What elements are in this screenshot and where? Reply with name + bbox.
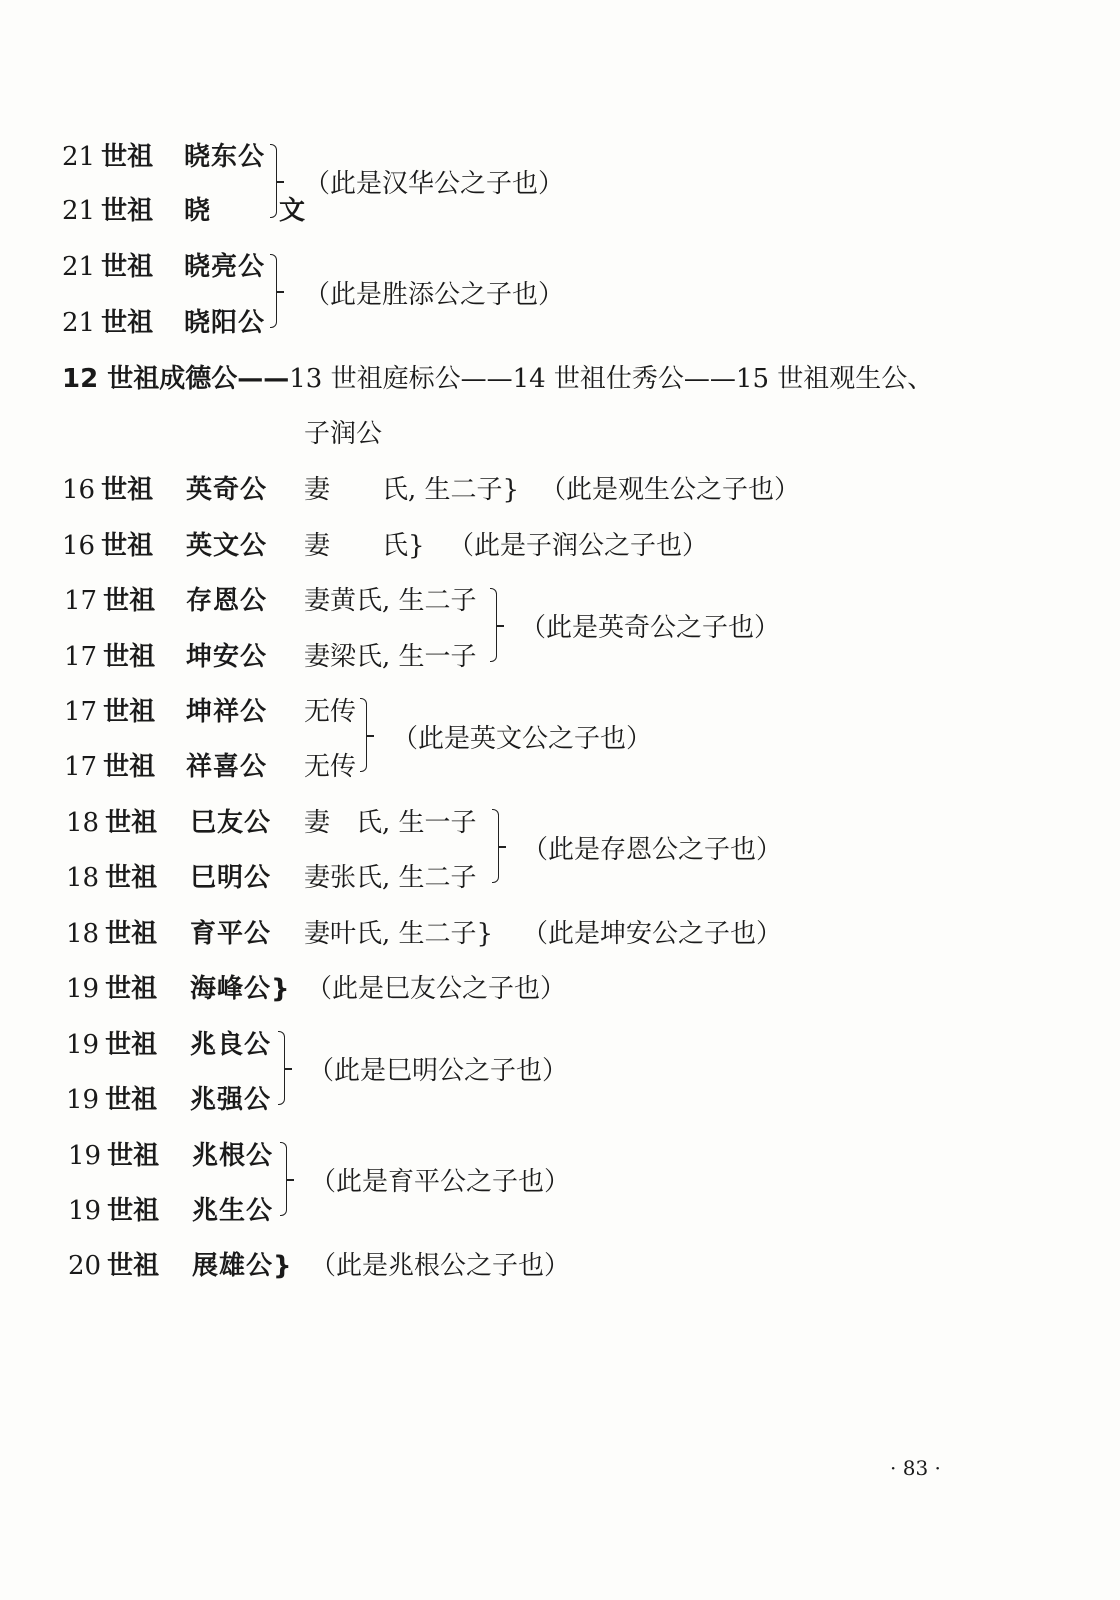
- wife-info: 妻叶氏, 生二子}: [304, 919, 494, 949]
- generation-label: 21 世祖: [62, 252, 154, 282]
- group-brace: [278, 1031, 285, 1105]
- parent-note: （此是巳友公之子也）: [306, 974, 567, 1004]
- parent-note: （此是存恩公之子也）: [522, 835, 783, 865]
- wife-info: 无传: [304, 697, 357, 727]
- group-brace: [280, 1142, 287, 1216]
- group-brace: [360, 698, 367, 772]
- generation-label: 18 世祖: [66, 919, 158, 949]
- generation-label: 19 世祖: [66, 974, 158, 1004]
- ancestor-name: 兆良公: [190, 1030, 272, 1060]
- generation-label: 21 世祖: [62, 142, 154, 172]
- generation-label: 18 世祖: [66, 863, 158, 893]
- ancestor-name: 育平公: [190, 919, 272, 949]
- parent-note: （此是育平公之子也）: [310, 1167, 571, 1197]
- parent-note: （此是汉华公之子也）: [304, 169, 565, 199]
- wife-info: 妻梁氏, 生一子: [304, 642, 477, 672]
- generation-label: 17 世祖: [64, 752, 156, 782]
- parent-note: （此是巳明公之子也）: [308, 1056, 569, 1086]
- parent-note: （此是英文公之子也）: [392, 724, 653, 754]
- generation-label: 21 世祖: [62, 196, 154, 226]
- group-brace: [270, 254, 277, 328]
- ancestor-name: 海峰公}: [190, 974, 291, 1004]
- wife-info: 妻黄氏, 生二子: [304, 586, 477, 616]
- parent-note: （此是英奇公之子也）: [520, 613, 781, 643]
- parent-note: （此是兆根公之子也）: [310, 1251, 571, 1281]
- ancestor-name: 晓东公: [184, 142, 266, 172]
- group-brace: [490, 588, 497, 662]
- generation-label: 16 世祖: [62, 475, 154, 505]
- wife-info: 无传: [304, 752, 357, 782]
- ancestor-name: 晓 文: [184, 196, 336, 226]
- ancestor-name: 存恩公: [186, 586, 268, 616]
- parent-note: （此是坤安公之子也）: [522, 919, 783, 949]
- ancestor-name: 英文公: [186, 531, 268, 561]
- ancestor-name: 英奇公: [186, 475, 268, 505]
- generation-label: 19 世祖: [66, 1030, 158, 1060]
- parent-note: （此是胜添公之子也）: [304, 280, 565, 310]
- generation-label: 20 世祖: [68, 1251, 160, 1281]
- parent-note: （此是观生公之子也）: [540, 475, 801, 505]
- wife-info: 妻 氏, 生二子}: [304, 475, 520, 505]
- ancestor-name: 展雄公}: [192, 1251, 293, 1281]
- ancestor-name: 坤祥公: [186, 697, 268, 727]
- wife-info: 妻 氏}: [304, 531, 425, 561]
- generation-label: 19 世祖: [66, 1085, 158, 1115]
- ancestor-name: 兆强公: [190, 1085, 272, 1115]
- generation-label: 21 世祖: [62, 308, 154, 338]
- lineage-continuation: 子润公: [304, 419, 383, 449]
- generation-label: 19 世祖: [68, 1141, 160, 1171]
- generation-label: 17 世祖: [64, 697, 156, 727]
- group-brace: [492, 809, 499, 883]
- page-number: · 83 ·: [890, 1456, 941, 1480]
- ancestor-name: 兆生公: [192, 1196, 274, 1226]
- lineage-line: 12 世祖成德公——13 世祖庭标公——14 世祖仕秀公——15 世祖观生公、: [62, 364, 934, 394]
- parent-note: （此是子润公之子也）: [448, 531, 709, 561]
- ancestor-name: 祥喜公: [186, 752, 268, 782]
- ancestor-name: 坤安公: [186, 642, 268, 672]
- generation-label: 17 世祖: [64, 586, 156, 616]
- generation-label: 17 世祖: [64, 642, 156, 672]
- generation-label: 16 世祖: [62, 531, 154, 561]
- ancestor-name: 兆根公: [192, 1141, 274, 1171]
- ancestor-name: 巳友公: [190, 808, 272, 838]
- ancestor-name: 晓阳公: [184, 308, 266, 338]
- group-brace: [270, 144, 277, 218]
- generation-label: 18 世祖: [66, 808, 158, 838]
- wife-info: 妻 氏, 生一子: [304, 808, 477, 838]
- generation-label: 19 世祖: [68, 1196, 160, 1226]
- ancestor-name: 晓亮公: [184, 252, 266, 282]
- wife-info: 妻张氏, 生二子: [304, 863, 477, 893]
- ancestor-name: 巳明公: [190, 863, 272, 893]
